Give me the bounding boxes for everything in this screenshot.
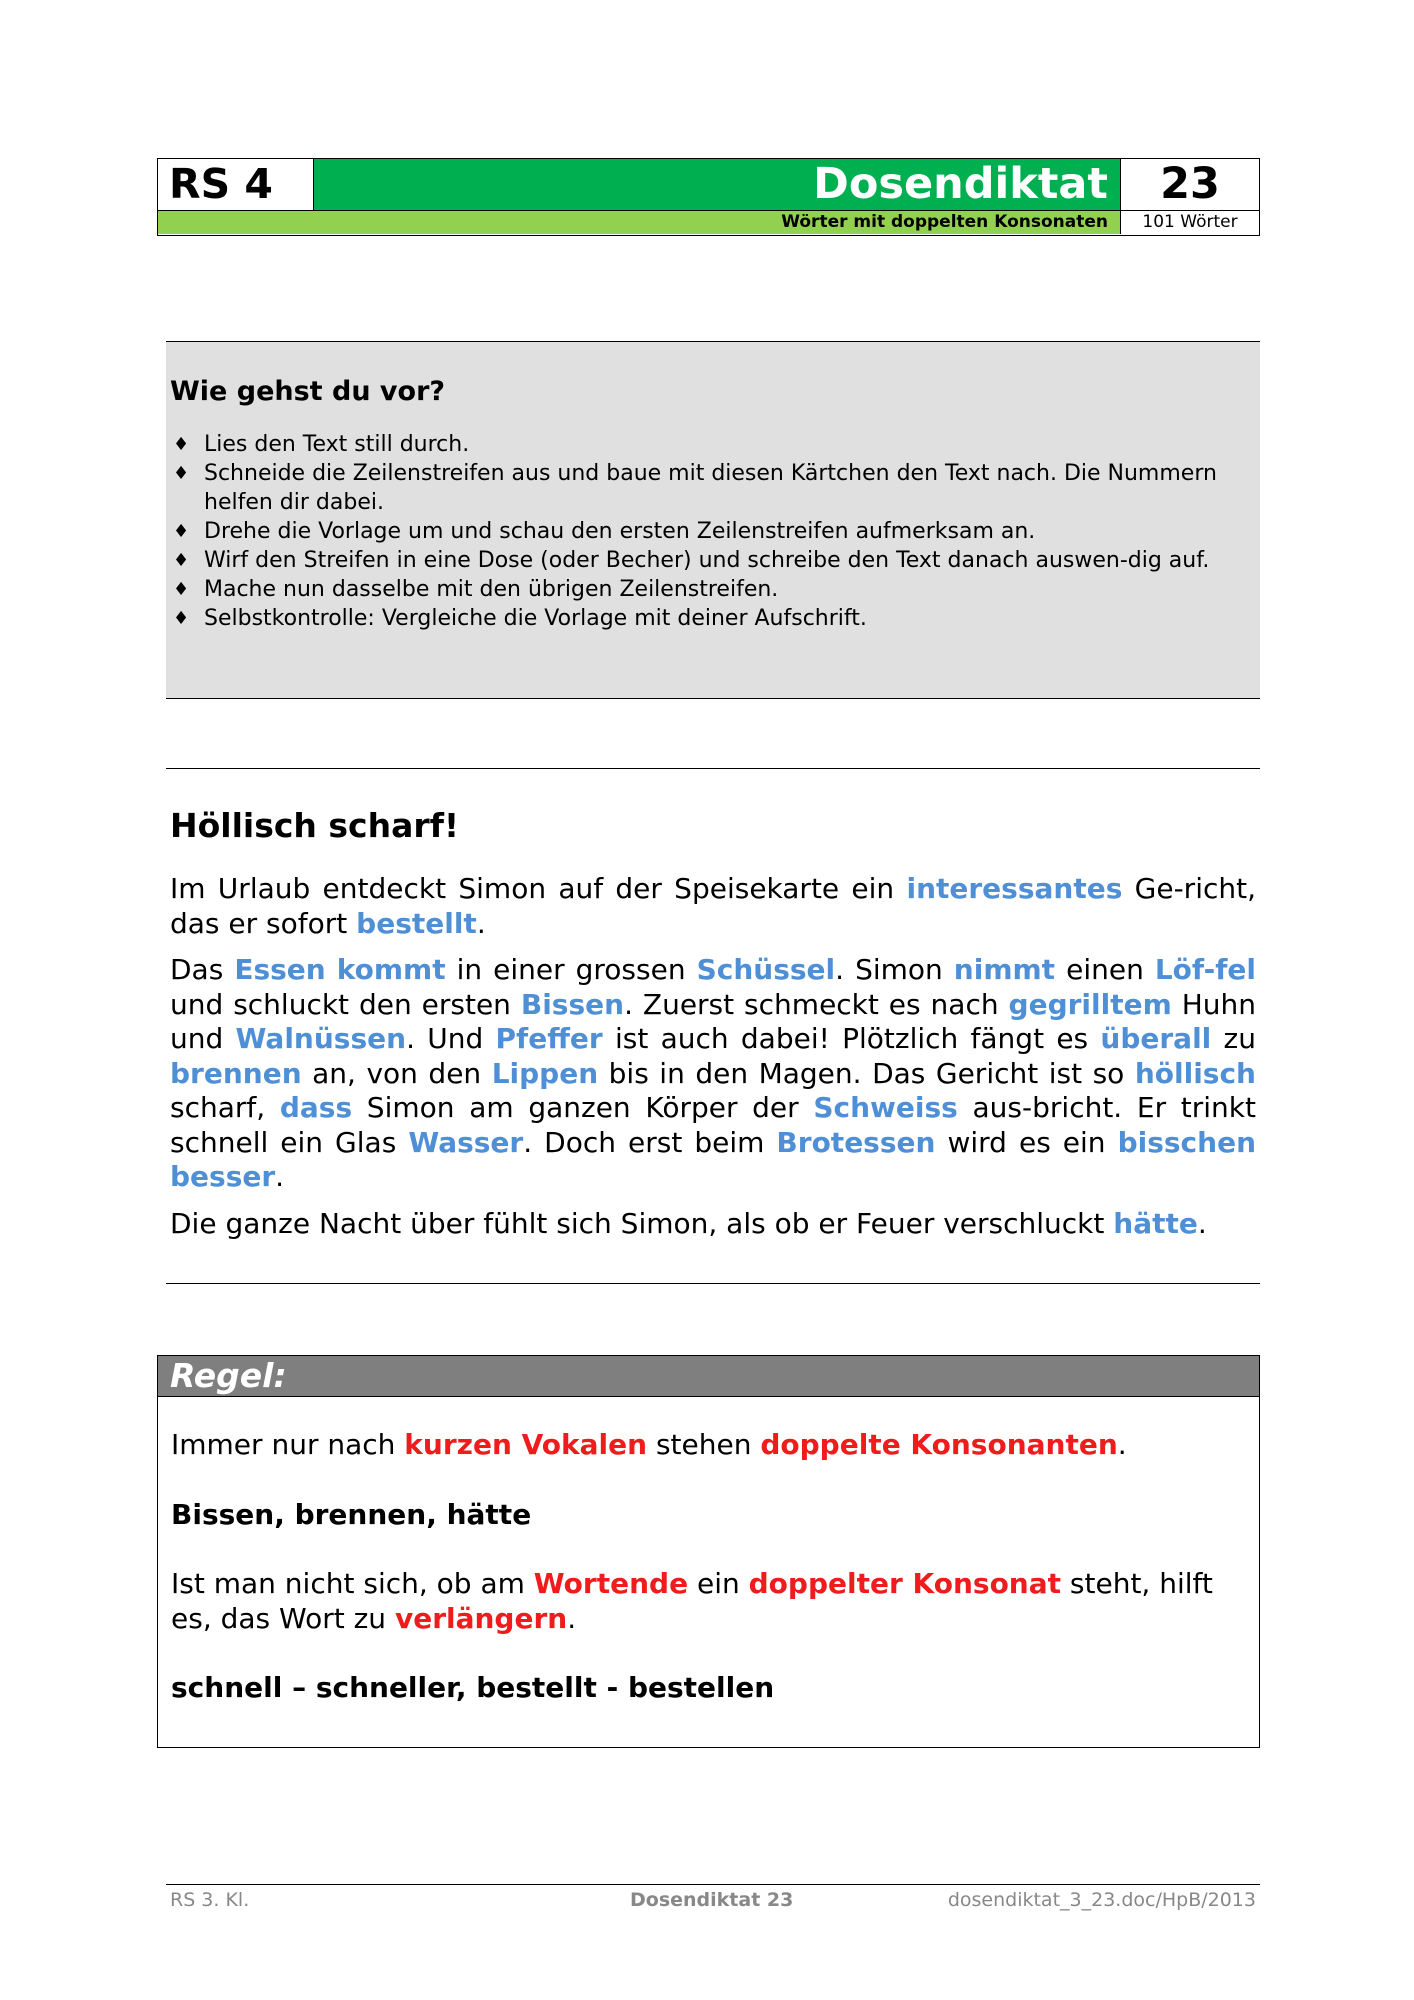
highlighted-word: kurzen Vokalen [404, 1428, 648, 1461]
instruction-item [170, 575, 1240, 604]
text-run [326, 953, 337, 986]
rule-hint [171, 1567, 1246, 1636]
highlighted-word: besser [170, 1160, 276, 1193]
highlighted-word: Lippen [491, 1056, 599, 1090]
highlighted-word: Wasser [408, 1125, 524, 1159]
rule-statement [171, 1428, 1246, 1463]
text-run: . Doch erst beim [523, 1125, 777, 1159]
text-run: Ist man nicht sich, ob am [171, 1567, 534, 1600]
instruction-text: Wirf den Streifen in eine Dose (oder Becher) und schreibe den Text danach auswen-dig auf. [204, 548, 1210, 573]
worksheet-title: Dosendiktat [314, 159, 1120, 210]
highlighted-word: bisschen [1117, 1125, 1257, 1159]
diamond-bullet-icon: ♦ [173, 579, 190, 600]
text-run: ist auch dabei! Plötzlich fängt es [602, 1022, 1101, 1055]
story-paragraph [170, 953, 1256, 1195]
highlighted-word: doppelter Konsonat [748, 1567, 1062, 1600]
instruction-item [170, 517, 1240, 546]
text-run: einen [1055, 953, 1155, 986]
instruction-item [170, 546, 1240, 575]
instructions-box [166, 341, 1260, 699]
worksheet-subtitle: Wörter mit doppelten Konsonaten [781, 212, 1108, 232]
highlighted-word: höllisch [1134, 1056, 1256, 1090]
diamond-bullet-icon: ♦ [173, 550, 190, 571]
highlighted-word: Brotessen [776, 1125, 936, 1159]
text-run: . [476, 906, 486, 940]
text-run: Huhn und [170, 987, 1256, 1055]
rule-example-2: schnell – schneller, bestellt - bestellen [171, 1671, 775, 1704]
story-paragraph [170, 1207, 1256, 1242]
instructions-list [170, 430, 1240, 633]
text-run: wird es ein [935, 1125, 1118, 1159]
footer-divider [166, 1884, 1260, 1885]
text-run: . Und [406, 1022, 496, 1055]
instruction-text: Drehe die Vorlage um und schau den ersten Zeilenstreifen aufmerksam an. [204, 519, 1036, 544]
highlighted-word: dass [279, 1091, 353, 1124]
text-run: an, von den [301, 1056, 492, 1090]
highlighted-word: interessantes [906, 872, 1123, 905]
highlighted-word: brennen [170, 1056, 302, 1090]
text-run: zu [1211, 1022, 1256, 1055]
instruction-text: Mache nun dasselbe mit den übrigen Zeilenstreifen. [204, 577, 779, 602]
text-run: ein [688, 1567, 749, 1600]
story-title: Höllisch scharf! [170, 806, 460, 845]
text-run: . [275, 1160, 285, 1193]
instruction-item [170, 604, 1240, 633]
text-run: Im Urlaub entdeckt Simon auf der Speisekarte ein [170, 872, 907, 905]
highlighted-word: bestellt [356, 906, 477, 940]
word-count: 101 Wörter [1120, 210, 1259, 234]
instruction-text: Selbstkontrolle: Vergleiche die Vorlage mit deiner Aufschrift. [204, 606, 867, 631]
highlighted-word: nimmt [953, 953, 1056, 986]
text-run: Immer nur nach [171, 1428, 405, 1461]
instruction-text: Schneide die Zeilenstreifen aus und baue mit diesen Kärtchen den Text nach. Die Nummern helfen dir dabei. [204, 461, 1217, 515]
highlighted-word: verlängern [394, 1601, 568, 1635]
rule-heading: Regel: [158, 1356, 1259, 1397]
rule-box [157, 1355, 1260, 1748]
text-run: . Zuerst schmeckt es nach [624, 987, 1009, 1021]
highlighted-word: Pfeffer [495, 1022, 603, 1055]
diamond-bullet-icon: ♦ [173, 463, 190, 484]
worksheet-header [157, 158, 1260, 236]
text-run: Ge-richt, das er sofort [170, 872, 1256, 940]
highlighted-word: Wortende [533, 1567, 689, 1600]
instruction-text: Lies den Text still durch. [204, 432, 470, 457]
text-run: in einer grossen [445, 953, 697, 986]
highlighted-word: hätte [1113, 1206, 1198, 1240]
story-bottom-divider [166, 1283, 1260, 1284]
footer-center: Dosendiktat 23 [630, 1889, 794, 1911]
level-label: RS 4 [158, 159, 314, 210]
text-run: bis in den Magen. Das Gericht ist so [598, 1056, 1135, 1090]
instruction-item [170, 459, 1240, 517]
diamond-bullet-icon: ♦ [173, 521, 190, 542]
story-text [170, 872, 1256, 1253]
footer-left: RS 3. Kl. [170, 1889, 250, 1911]
highlighted-word: doppelte Konsonanten [760, 1428, 1118, 1461]
text-run: steht, hilft es, das Wort zu [171, 1567, 1213, 1635]
highlighted-word: Schweiss [813, 1091, 958, 1124]
rule-body [171, 1428, 1246, 1741]
text-run: Die ganze Nacht über fühlt sich Simon, als ob er Feuer verschluckt [170, 1206, 1114, 1240]
text-run: . [1117, 1428, 1127, 1461]
story-top-divider [166, 768, 1260, 769]
text-run: Das [170, 953, 235, 986]
highlighted-word: überall [1100, 1022, 1212, 1055]
text-run: . [1197, 1206, 1207, 1240]
highlighted-word: Schüssel [696, 953, 836, 986]
story-paragraph [170, 872, 1256, 941]
text-run: Simon am ganzen Körper der [352, 1091, 814, 1124]
text-run: scharf, [170, 1091, 280, 1124]
footer-right: dosendiktat_3_23.doc/HpB/2013 [947, 1889, 1256, 1911]
instruction-item [170, 430, 1240, 459]
text-run: stehen [647, 1428, 761, 1461]
highlighted-word: gegrilltem [1008, 987, 1172, 1021]
instructions-heading: Wie gehst du vor? [170, 376, 446, 407]
highlighted-word: Löf-fel [1154, 953, 1256, 986]
worksheet-number: 23 [1120, 159, 1259, 210]
rule-example-1: Bissen, brennen, hätte [171, 1497, 532, 1531]
text-run: und schluckt den ersten [170, 987, 521, 1021]
diamond-bullet-icon: ♦ [173, 608, 190, 629]
highlighted-word: Bissen [520, 987, 625, 1021]
text-run: . Simon [835, 953, 954, 986]
highlighted-word: kommt [336, 953, 446, 986]
text-run: . [567, 1601, 577, 1635]
highlighted-word: Walnüssen [235, 1022, 407, 1055]
text-run: aus-bricht. Er trinkt schnell ein Glas [170, 1091, 1256, 1159]
diamond-bullet-icon: ♦ [173, 434, 190, 455]
highlighted-word: Essen [234, 953, 326, 986]
subtitle-bar [158, 210, 1120, 234]
